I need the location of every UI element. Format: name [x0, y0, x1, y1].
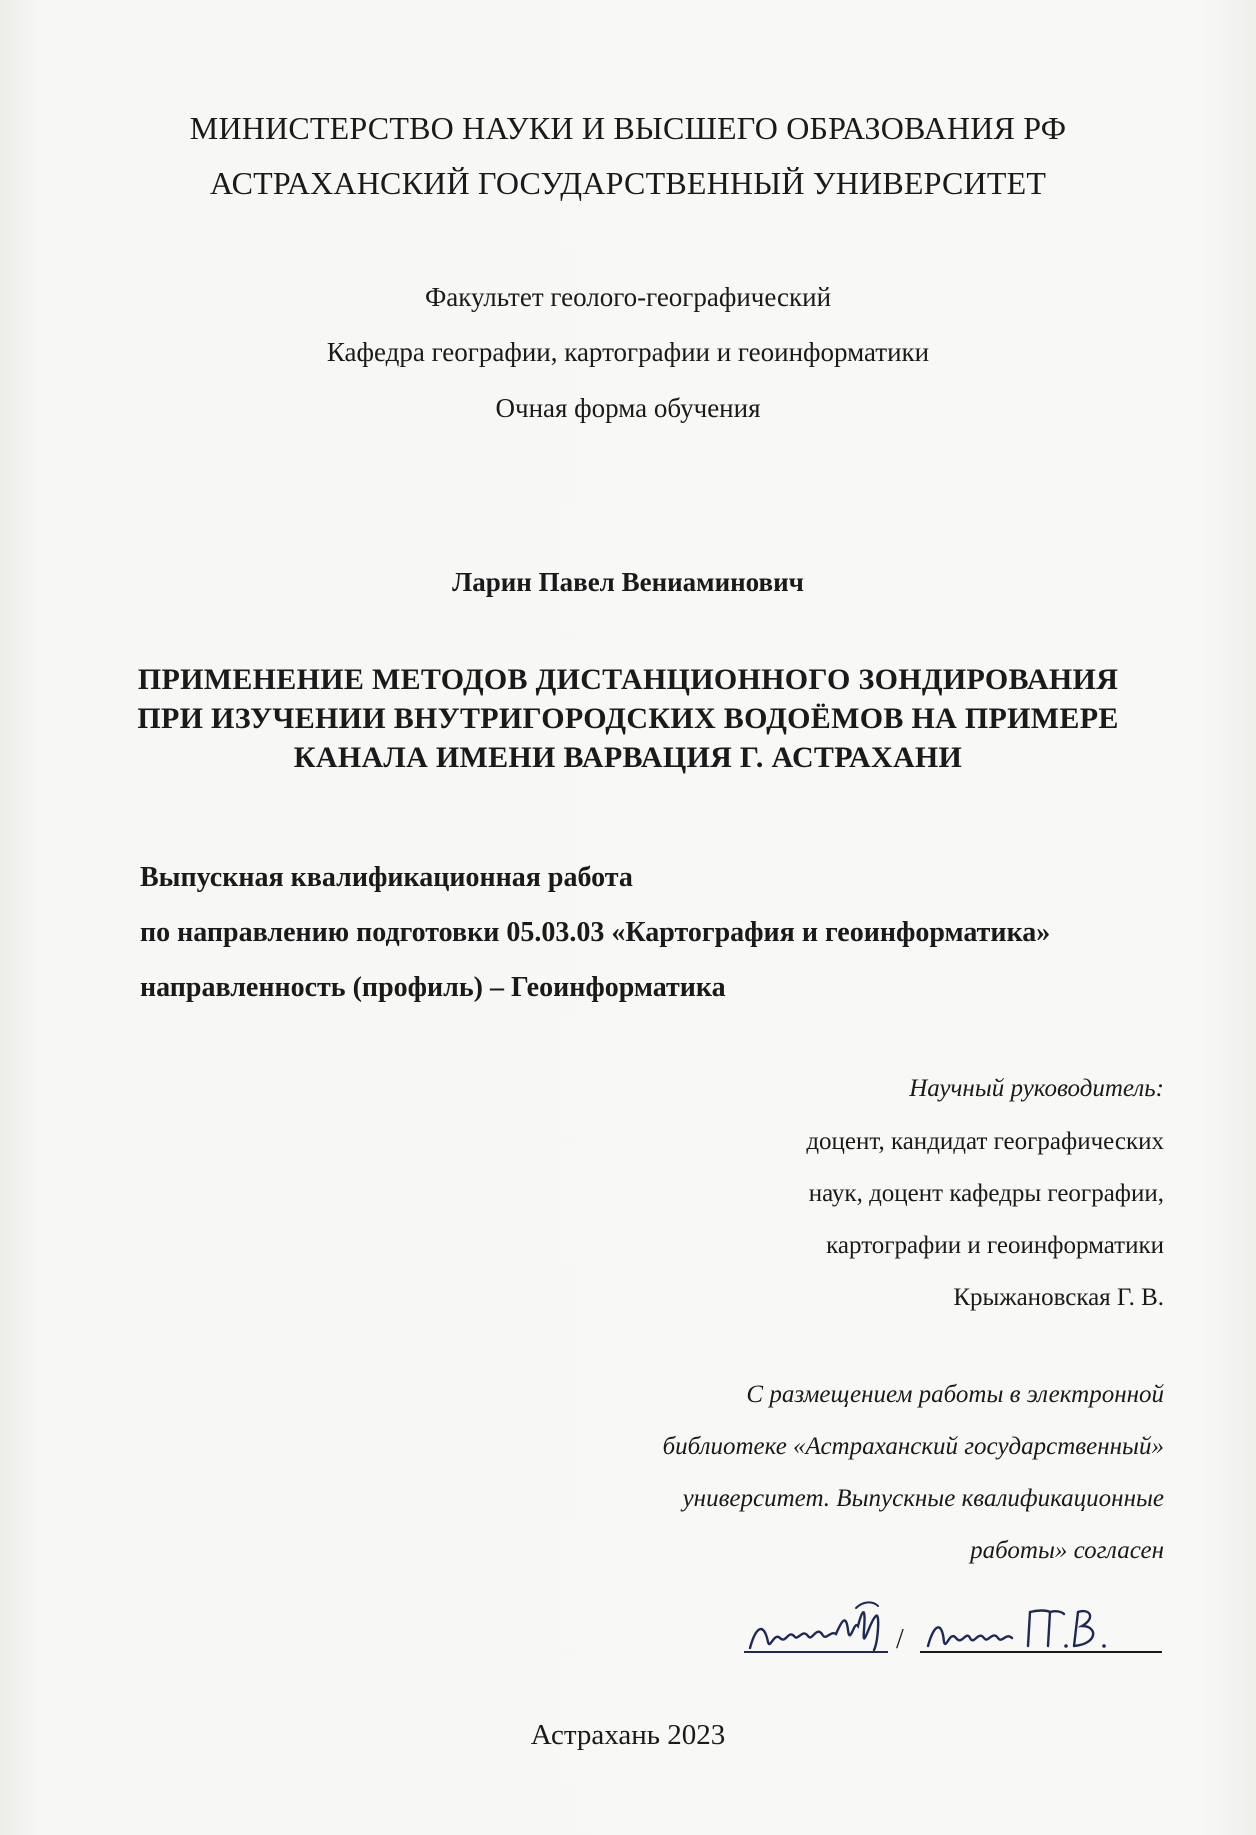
faculty-line: Факультет геолого-географический	[424, 282, 832, 312]
thesis-title-line-3: КАНАЛА ИМЕНИ ВАРВАЦИЯ Г. АСТРАХАНИ	[293, 741, 963, 774]
author-name: Ларин Павел Вениаминович	[452, 567, 804, 597]
signature-block	[738, 1590, 1168, 1670]
university-heading: АСТРАХАНСКИЙ ГОСУДАРСТВЕННЫЙ УНИВЕРСИТЕТ	[209, 165, 1047, 201]
supervisor-title-line-2: наук, доцент кафедры географии,	[808, 1180, 1164, 1207]
consent-line-2: библиотеке «Астраханский государственный»	[662, 1433, 1164, 1460]
consent-line-4: работы» согласен	[970, 1537, 1164, 1564]
signature-separator: /	[896, 1624, 904, 1655]
thesis-title-line-2: ПРИ ИЗУЧЕНИИ ВНУТРИГОРОДСКИХ ВОДОЁМОВ НА ПРИМЕРЕ	[137, 702, 1119, 735]
work-direction-line: по направлению подготовки 05.03.03 «Картография и геоинформатика»	[140, 917, 1051, 948]
chair-line: Кафедра географии, картографии и геоинформатики	[326, 337, 930, 367]
supervisor-title-line-1: доцент, кандидат географических	[806, 1128, 1164, 1155]
consent-line-3: университет. Выпускные квалификационные	[682, 1485, 1164, 1512]
ministry-heading: МИНИСТЕРСТВО НАУКИ И ВЫСШЕГО ОБРАЗОВАНИЯ РФ	[189, 110, 1067, 146]
work-type-line: Выпускная квалификационная работа	[140, 862, 633, 893]
work-profile-line: направленность (профиль) – Геоинформатика	[140, 972, 726, 1003]
handwritten-signature	[738, 1590, 1168, 1670]
study-form-line: Очная форма обучения	[495, 393, 761, 423]
city-year: Астрахань 2023	[530, 1719, 726, 1751]
consent-line-1: С размещением работы в электронной	[746, 1381, 1164, 1408]
supervisor-name: Крыжановская Г. В.	[953, 1284, 1164, 1311]
thesis-title-line-1: ПРИМЕНЕНИЕ МЕТОДОВ ДИСТАНЦИОННОГО ЗОНДИРОВАНИЯ	[137, 663, 1119, 696]
supervisor-heading: Научный руководитель:	[909, 1075, 1164, 1102]
supervisor-title-line-3: картографии и геоинформатики	[826, 1232, 1164, 1259]
